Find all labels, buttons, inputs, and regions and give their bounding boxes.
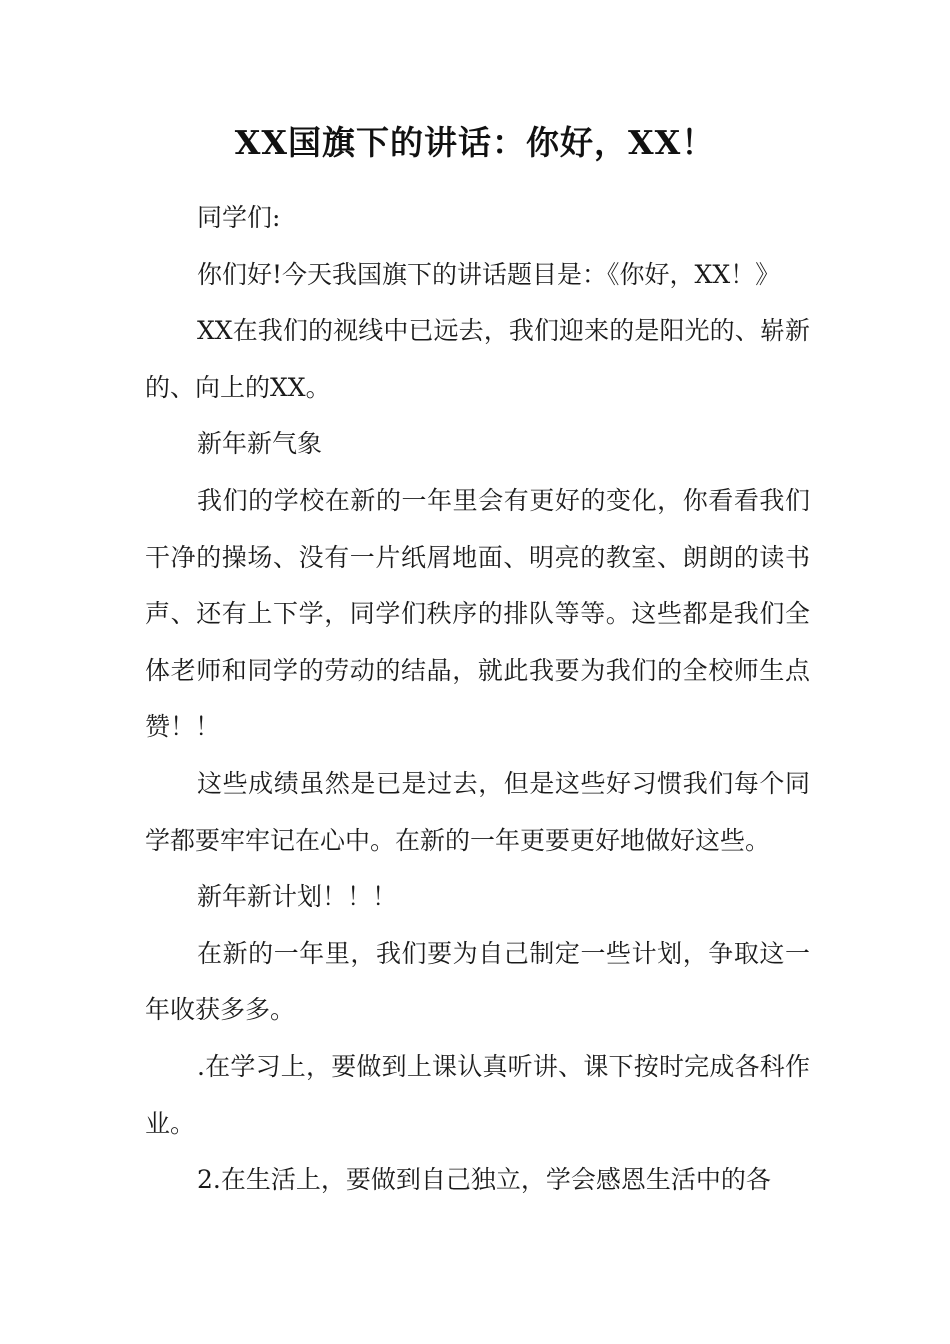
paragraph: 我们的学校在新的一年里会有更好的变化，你看看我们干净的操场、没有一片纸屑地面、明亮的教室、朗朗的读书声、还有上下学，同学们秩序的排队等等。这些都是我们全体老师和同学的劳动的结晶，就此我要为我们的全校师生点赞！！ bbox=[145, 485, 810, 742]
list-item: .在学习上，要做到上课认真听讲、课下按时完成各科作业。 bbox=[145, 1051, 810, 1138]
greeting-paragraph: 同学们: bbox=[197, 203, 281, 232]
section-heading: 新年新气象 bbox=[197, 429, 323, 459]
paragraph: XX在我们的视线中已远去，我们迎来的是阳光的、崭新的、向上的XX。 bbox=[145, 316, 810, 402]
section-heading: 新年新计划！！！ bbox=[197, 882, 398, 912]
paragraph: 这些成绩虽然是已是过去，但是这些好习惯我们每个同学都要牢牢记在心中。在新的一年更要更好地做好这些。 bbox=[145, 768, 810, 855]
list-item: 2.在生活上，要做到自己独立，学会感恩生活中的各 bbox=[197, 1165, 771, 1195]
document-body bbox=[145, 190, 810, 1209]
paragraph: 在新的一年里，我们要为自己制定一些计划，争取这一年收获多多。 bbox=[145, 938, 810, 1025]
intro-paragraph: 你们好!今天我国旗下的讲话题目是：《你好，XX！》 bbox=[197, 259, 781, 289]
document-title: XX国旗下的讲话：你好，XX！ bbox=[234, 123, 716, 162]
